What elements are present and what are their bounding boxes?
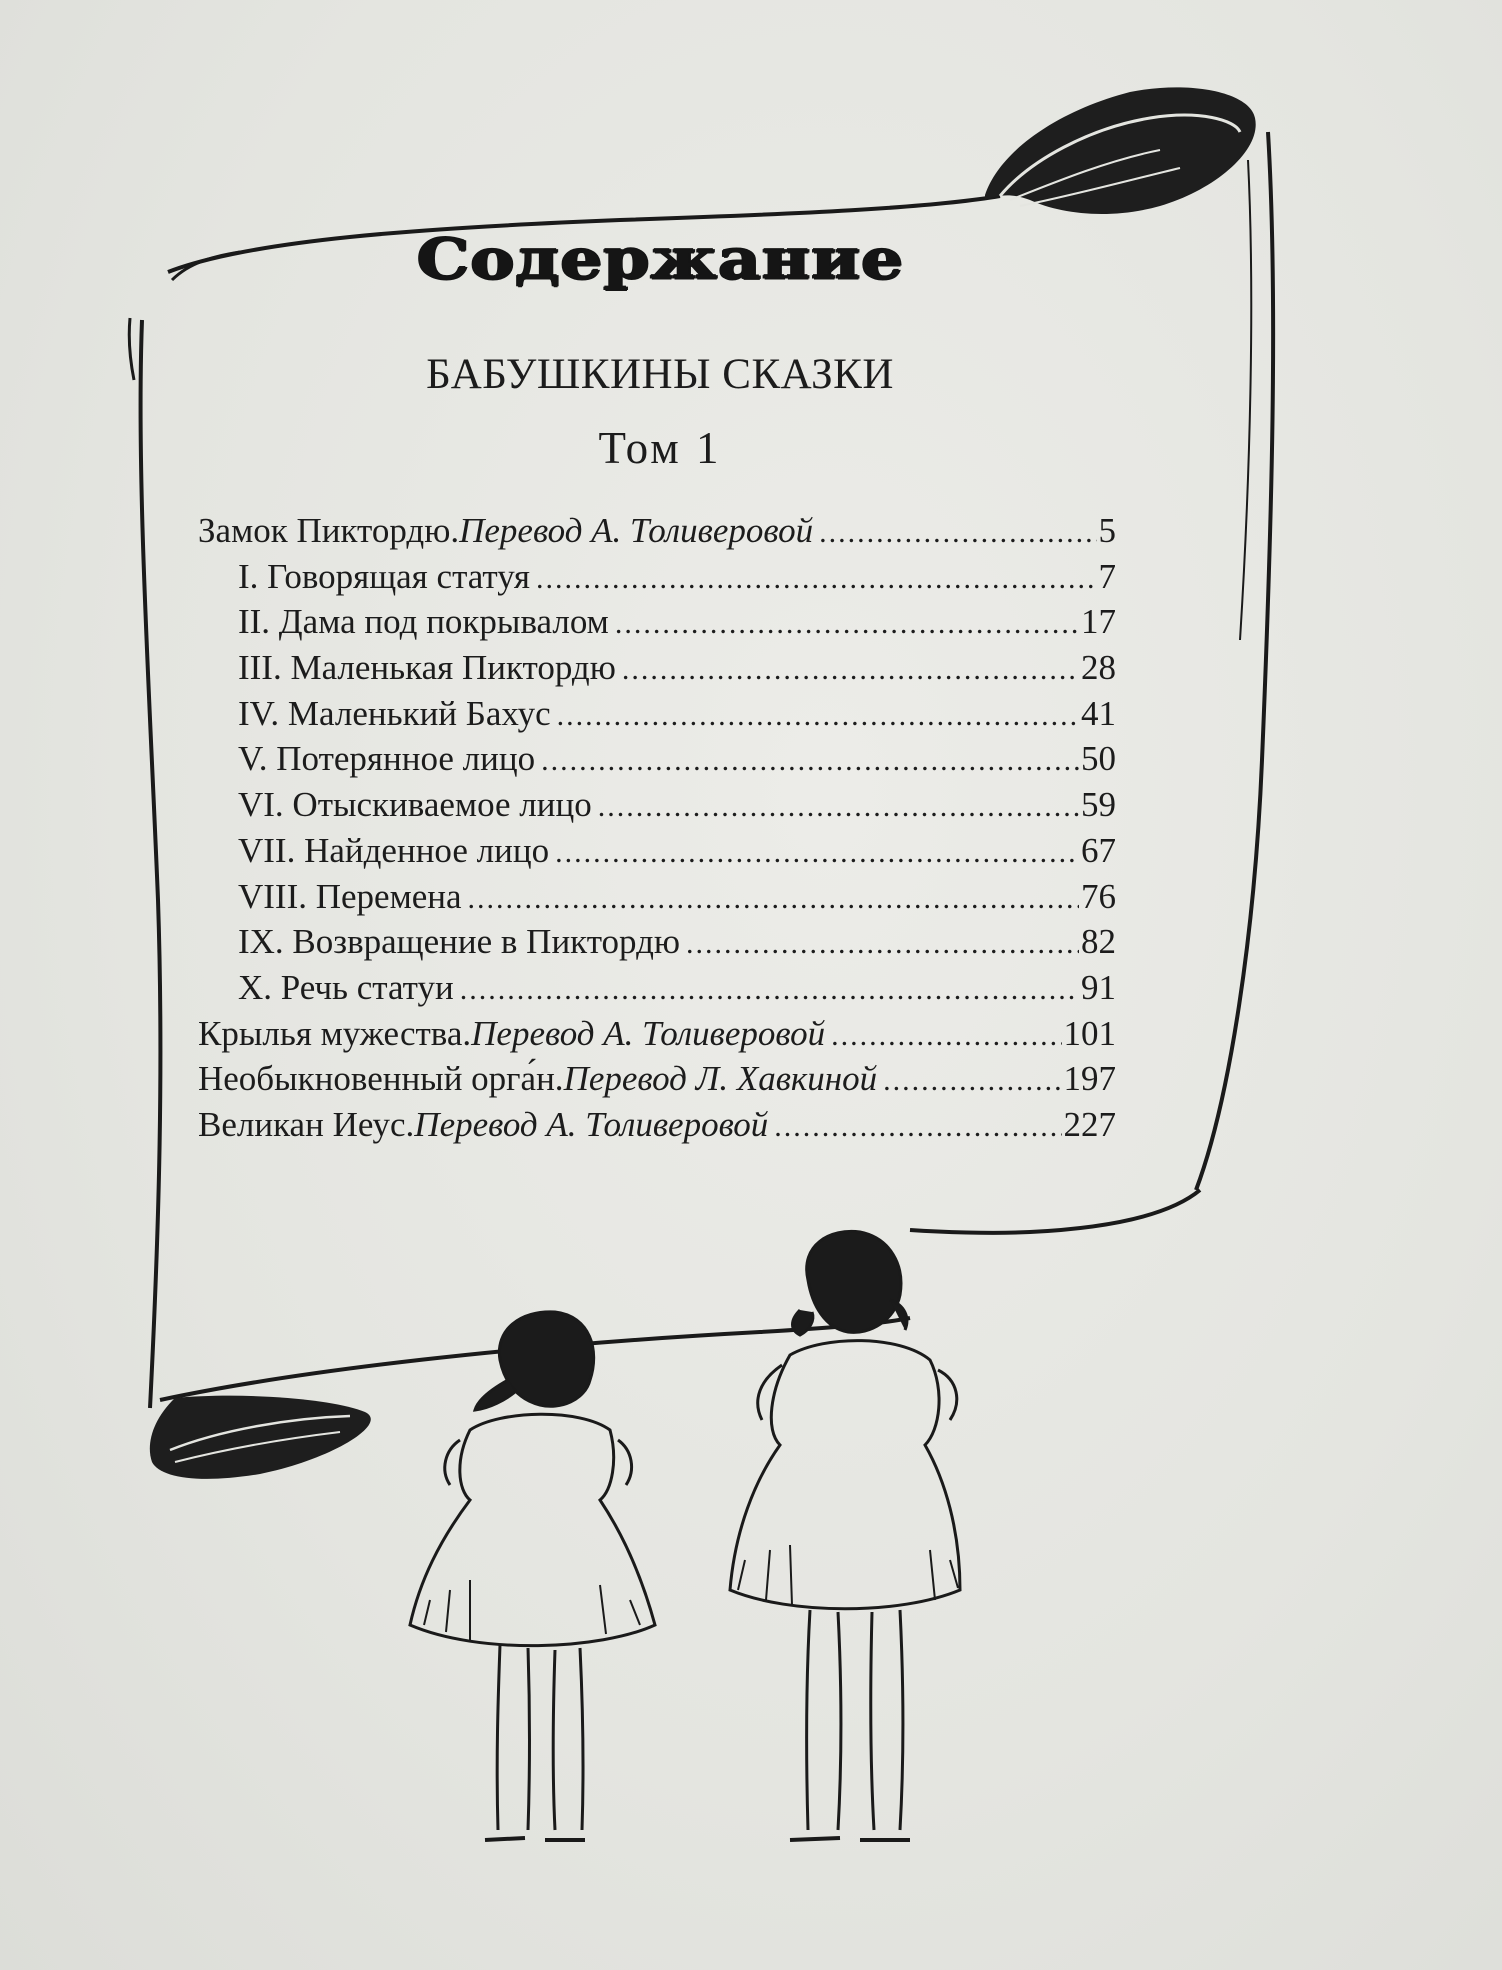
toc-page-number: 67 bbox=[1081, 830, 1116, 870]
toc-entry-title: V. Потерянное лицо bbox=[238, 739, 536, 779]
toc-entry-title: Замок Пиктордю. bbox=[198, 511, 460, 550]
toc-entry bbox=[198, 554, 1116, 600]
toc-leader-dots bbox=[555, 830, 1079, 876]
volume-label: Том 1 bbox=[598, 423, 722, 473]
toc-page-number: 17 bbox=[1081, 602, 1116, 642]
girl-left bbox=[410, 1312, 655, 1840]
toc-page-number: 7 bbox=[1098, 556, 1116, 596]
toc-entry bbox=[198, 828, 1116, 874]
toc-leader-dots bbox=[622, 647, 1079, 693]
toc-page-number: 28 bbox=[1081, 648, 1116, 688]
toc-entry bbox=[198, 874, 1116, 920]
toc-leader-dots bbox=[819, 510, 1096, 556]
toc-page-number: 227 bbox=[1063, 1104, 1116, 1144]
toc-leader-dots bbox=[615, 601, 1079, 647]
toc-entry-title: IX. Возвращение в Пиктордю bbox=[238, 922, 681, 962]
toc-page-number: 76 bbox=[1081, 876, 1116, 916]
toc-entry bbox=[198, 1056, 1116, 1102]
toc-entry-title: IV. Маленький Бахус bbox=[238, 693, 551, 733]
toc-entry-title: X. Речь статуи bbox=[238, 967, 454, 1007]
toc-entry bbox=[198, 508, 1116, 554]
toc-entry bbox=[198, 782, 1116, 828]
girl-right-legs bbox=[807, 1610, 903, 1830]
table-of-contents bbox=[198, 508, 1116, 1148]
toc-entry-translator: Перевод Л. Хавкиной bbox=[563, 1059, 878, 1099]
toc-entry-title: VI. Отыскиваемое лицо bbox=[238, 785, 592, 825]
toc-leader-dots bbox=[536, 556, 1097, 602]
toc-leader-dots bbox=[598, 784, 1079, 830]
toc-entry-title: II. Дама под покрывалом bbox=[238, 602, 609, 642]
toc-entry bbox=[198, 691, 1116, 737]
toc-page-number: 197 bbox=[1063, 1059, 1116, 1099]
toc-page-number: 82 bbox=[1081, 922, 1116, 962]
toc-entry bbox=[198, 645, 1116, 691]
toc-entry-title: Необыкновенный орга́н. bbox=[198, 1059, 564, 1099]
toc-leader-dots bbox=[883, 1058, 1061, 1104]
toc-leader-dots bbox=[774, 1104, 1061, 1150]
girl-right-hair bbox=[807, 1231, 901, 1332]
toc-entry bbox=[198, 599, 1116, 645]
girl-left-legs bbox=[497, 1645, 583, 1830]
toc-entry-title: VIII. Перемена bbox=[238, 876, 462, 916]
toc-entry bbox=[198, 1102, 1116, 1148]
toc-leader-dots bbox=[686, 921, 1079, 967]
toc-entry bbox=[198, 919, 1116, 965]
toc-leader-dots bbox=[557, 693, 1079, 739]
toc-page-number: 91 bbox=[1081, 967, 1116, 1007]
toc-entry-title: I. Говорящая статуя bbox=[238, 556, 530, 596]
toc-leader-dots bbox=[468, 876, 1079, 922]
toc-entry-title: III. Маленькая Пиктордю bbox=[238, 648, 616, 688]
toc-entry-translator: Перевод А. Толиверовой bbox=[414, 1104, 769, 1144]
toc-entry bbox=[198, 736, 1116, 782]
toc-leader-dots bbox=[831, 1013, 1061, 1059]
toc-entry-title: Крылья мужества. bbox=[198, 1013, 472, 1053]
toc-page-number: 50 bbox=[1081, 739, 1116, 779]
toc-page-number: 101 bbox=[1063, 1013, 1116, 1053]
toc-entry-title: Великан Иеус. bbox=[198, 1104, 415, 1144]
toc-entry bbox=[198, 965, 1116, 1011]
toc-leader-dots bbox=[541, 738, 1079, 784]
toc-page-number: 59 bbox=[1081, 785, 1116, 825]
toc-entry-translator: Перевод А. Толиверовой bbox=[459, 511, 814, 550]
toc-entry bbox=[198, 1011, 1116, 1057]
book-subtitle: БАБУШКИНЫ СКАЗКИ bbox=[426, 351, 894, 398]
toc-entry-translator: Перевод А. Толиверовой bbox=[471, 1013, 826, 1053]
girl-right bbox=[730, 1231, 960, 1840]
toc-leader-dots bbox=[460, 967, 1079, 1013]
toc-page-number: 41 bbox=[1081, 693, 1116, 733]
page-title: Содержание bbox=[416, 225, 904, 293]
toc-page-number: 5 bbox=[1098, 511, 1116, 550]
toc-entry-title: VII. Найденное лицо bbox=[238, 830, 550, 870]
girl-left-dress bbox=[410, 1414, 655, 1645]
